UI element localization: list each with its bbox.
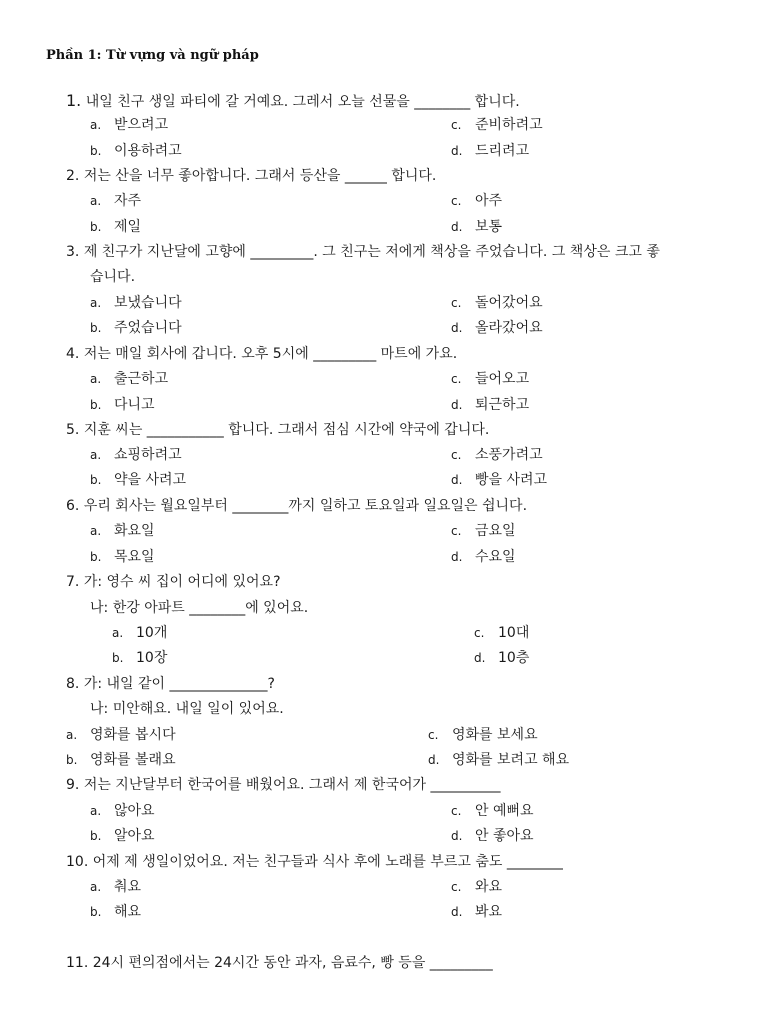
question-1 [66, 88, 520, 115]
option-b: b. 제일 [90, 219, 142, 235]
question-text-continued: 나: 한강 아파트 ________에 있어요. [90, 600, 309, 616]
option-d: d. 안 좋아요 [451, 828, 534, 844]
question-text: 지훈 씨는 ___________ 합니다. 그래서 점심 시간에 약국에 갑니다. [83, 422, 490, 438]
option-c: c. 안 예뻐요 [451, 803, 534, 819]
page-title: Phần 1: Từ vựng và ngữ pháp [46, 48, 259, 63]
question-number: 10. [66, 854, 89, 870]
question-11 [66, 951, 493, 976]
question-10 [66, 850, 563, 875]
question-2 [66, 164, 436, 189]
question-number: 4. [66, 346, 80, 362]
option-a: a. 춰요 [90, 879, 142, 895]
option-d: d. 수요일 [451, 549, 516, 565]
question-text: 가: 내일 같이 ______________? [83, 676, 275, 692]
question-text: 저는 산을 너무 좋아합니다. 그래서 등산을 ______ 합니다. [83, 168, 437, 184]
option-c: c. 소풍가려고 [451, 447, 543, 463]
option-b: b. 알아요 [90, 828, 155, 844]
option-d: d. 10층 [474, 650, 530, 666]
question-3 [66, 240, 660, 265]
option-b: b. 해요 [90, 904, 142, 920]
question-5 [66, 418, 489, 443]
question-number: 6. [66, 498, 80, 514]
question-6 [66, 494, 527, 519]
option-c: c. 들어오고 [451, 371, 530, 387]
question-number: 2. [66, 168, 80, 184]
option-c: c. 와요 [451, 879, 503, 895]
option-b: b. 이용하려고 [90, 143, 182, 159]
option-b: b. 영화를 볼래요 [66, 752, 176, 768]
option-c: c. 금요일 [451, 523, 516, 539]
question-number: 5. [66, 422, 80, 438]
option-d: d. 보통 [451, 219, 503, 235]
question-text-continued: 나: 미안해요. 내일 일이 있어요. [90, 701, 284, 717]
option-b: b. 주었습니다 [90, 320, 182, 336]
question-text-continued: 습니다. [90, 269, 136, 285]
option-d: d. 올라갔어요 [451, 320, 543, 336]
question-text: 제 친구가 지난달에 고향에 _________. 그 친구는 저에게 책상을 주었습니다. 그 책상은 크고 좋 [83, 244, 660, 260]
question-text: 가: 영수 씨 집이 어디에 있어요? [83, 574, 281, 590]
option-c: c. 아주 [451, 193, 503, 209]
question-number: 9. [66, 777, 80, 793]
question-number: 1. [66, 91, 82, 110]
option-c: c. 준비하려고 [451, 117, 543, 133]
option-a: a. 자주 [90, 193, 142, 209]
question-text: 우리 회사는 월요일부터 ________까지 일하고 토요일과 일요일은 쉽니다. [83, 498, 528, 514]
question-number: 11. [66, 955, 89, 971]
option-c: c. 돌어갔어요 [451, 295, 543, 311]
option-d: d. 영화를 보려고 해요 [428, 752, 570, 768]
question-4 [66, 342, 457, 367]
option-a: a. 10개 [112, 625, 168, 641]
option-a: a. 출근하고 [90, 371, 169, 387]
question-text: 저는 매일 회사에 갑니다. 오후 5시에 _________ 마트에 가요. [83, 346, 458, 362]
question-text: 어제 제 생일이었어요. 저는 친구들과 식사 후에 노래를 부르고 춤도 ________ [92, 854, 563, 870]
option-b: b. 10장 [112, 650, 168, 666]
question-text: 저는 지난달부터 한국어를 배웠어요. 그래서 제 한국어가 __________ [83, 777, 501, 793]
option-a: a. 않아요 [90, 803, 155, 819]
option-a: a. 쇼핑하려고 [90, 447, 182, 463]
option-c: c. 영화를 보세요 [428, 727, 538, 743]
option-c: c. 10대 [474, 625, 530, 641]
question-8 [66, 672, 275, 697]
question-7 [66, 570, 281, 595]
option-b: b. 목요일 [90, 549, 155, 565]
option-a: a. 받으려고 [90, 117, 169, 133]
option-a: a. 영화를 봅시다 [66, 727, 176, 743]
question-9 [66, 773, 500, 798]
option-d: d. 빵을 사려고 [451, 472, 548, 488]
option-b: b. 다니고 [90, 397, 155, 413]
option-d: d. 퇴근하고 [451, 397, 530, 413]
question-text: 24시 편의점에서는 24시간 동안 과자, 음료수, 빵 등을 _________ [92, 955, 493, 971]
question-number: 8. [66, 676, 80, 692]
question-text: 내일 친구 생일 파티에 갈 거예요. 그레서 오늘 선물을 ________ 합니다. [85, 94, 520, 110]
option-a: a. 보냈습니다 [90, 295, 182, 311]
question-number: 7. [66, 574, 80, 590]
option-d: d. 봐요 [451, 904, 503, 920]
question-number: 3. [66, 244, 80, 260]
option-a: a. 화요일 [90, 523, 155, 539]
option-b: b. 약을 사려고 [90, 472, 187, 488]
option-d: d. 드리려고 [451, 143, 530, 159]
